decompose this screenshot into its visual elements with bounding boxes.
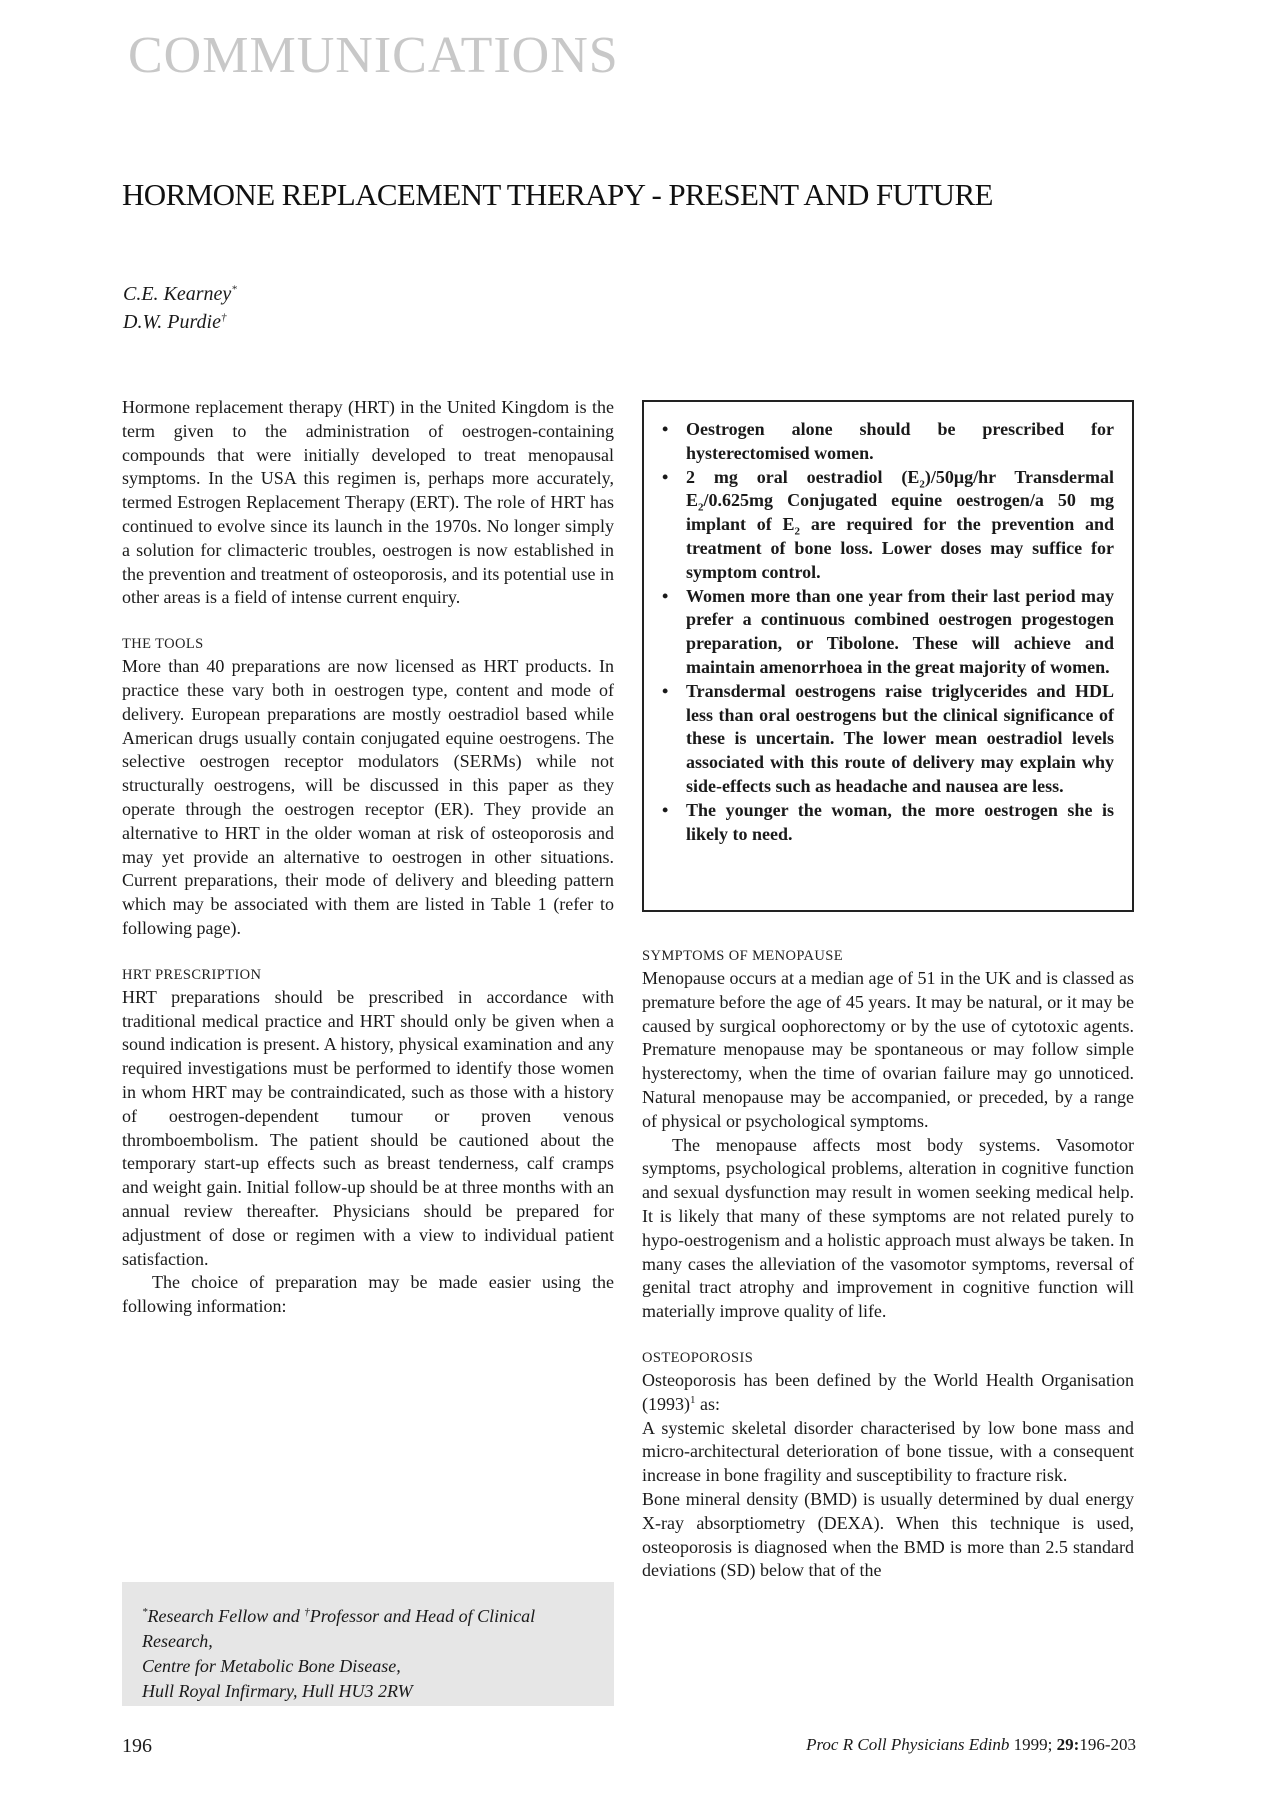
key-point-text: 2 mg oral oestradiol (E xyxy=(686,466,920,487)
reference-mark: 1 xyxy=(690,1393,696,1406)
author-1 xyxy=(123,280,237,308)
section-heading-symptoms: SYMPTOMS OF MENOPAUSE xyxy=(642,948,843,964)
key-points-list xyxy=(660,418,1114,846)
subscript: 2 xyxy=(794,525,801,538)
key-point-text: /0.625mg Conjugated equine oestrogen/a 50 mg implant of E xyxy=(686,490,1114,535)
left-column xyxy=(122,396,614,1319)
symptoms-paragraph: Menopause occurs at a median age of 51 in the UK and is classed as premature before the age of 45 years. It may be natural, or it may be caused by surgical oophorectomy or by the use of cytotoxic agents. Premature menopause may be spontaneous or may follow simple hysterectomy, when the time of ovarian failure may go unnoticed. Natural menopause may be accompanied, or preceded, by a range of physical or psychological symptoms. xyxy=(642,968,1134,1131)
citation-journal: Proc R Coll Physicians Edinb xyxy=(806,1735,1010,1754)
author-affiliation-mark: * xyxy=(231,283,237,296)
key-point-item xyxy=(660,680,1114,799)
author-name: D.W. Purdie xyxy=(123,311,221,333)
bullet-icon: • xyxy=(662,799,669,820)
key-point-item xyxy=(660,799,1114,847)
footnote-text: Research Fellow and xyxy=(147,1606,305,1626)
key-point-text: )/50μg/hr Transdermal E xyxy=(686,466,1114,511)
key-point-text: Women more than one year from their last period may prefer a continuous combined oestrogen progestogen preparation, or Tibolone. These will achieve and maintain amenorrhoea in the great majority of women. xyxy=(686,585,1114,677)
choice-paragraph: The choice of preparation may be made easier using the following information: xyxy=(122,1272,614,1317)
footnote-text: Professor and Head of Clinical Research, xyxy=(142,1606,536,1651)
who-definition-quote: A systemic skeletal disorder characterised by low bone mass and micro-architectural deterioration of bone tissue, with a consequent increase in bone fragility and susceptibility to fracture risk. xyxy=(642,1417,1134,1486)
citation-year: 1999; xyxy=(1009,1735,1057,1754)
osteoporosis-paragraph xyxy=(642,1369,1134,1417)
affiliation-mark: * xyxy=(142,1606,148,1618)
citation-volume: 29: xyxy=(1056,1735,1080,1754)
bullet-icon: • xyxy=(662,680,669,701)
key-points-box xyxy=(642,400,1134,912)
symptoms-paragraph-2: The menopause affects most body systems. Vasomotor symptoms, psychological problems, alteration in cognitive function and sexual dysfunction may result in women seeking medical help. It is likely that many of these symptoms are not related purely to hypo-oestrogenism and a holistic approach must always be taken. In many cases the alleviation of the vasomotor symptoms, reversal of genital tract atrophy and improvement in cognitive function will materially improve quality of life. xyxy=(642,1134,1134,1322)
page-number: 196 xyxy=(122,1735,152,1757)
key-point-item xyxy=(660,418,1114,466)
key-point-text: are required for the prevention and treatment of bone loss. Lower doses may suffice for symptom control. xyxy=(686,514,1114,582)
key-point-text: Oestrogen alone should be prescribed for hysterectomised women. xyxy=(686,419,1114,463)
author-2 xyxy=(123,308,237,336)
footnote-line-3: Hull Royal Infirmary, Hull HU3 2RW xyxy=(142,1681,413,1701)
footnote-line-2: Centre for Metabolic Bone Disease, xyxy=(142,1656,401,1676)
prescription-paragraph: HRT preparations should be prescribed in accordance with traditional medical practice and HRT should only be given when a sound indication is present. A history, physical examination and any required investigations must be performed to identify those women in whom HRT may be contraindicated, such as those with a history of oestrogen-dependent tumour or proven venous thromboembolism. The patient should be cautioned about the temporary start-up effects such as breast tenderness, calf cramps and weight gain. Initial follow-up should be at three months with an annual review thereafter. Physicians should be prepared for adjustment of dose or regimen with a view to individual patient satisfaction. xyxy=(122,986,614,1269)
key-point-text: The younger the woman, the more oestrogen she is likely to need. xyxy=(686,799,1114,844)
osteoporosis-text: Osteoporosis has been defined by the World Health Organisation (1993) xyxy=(642,1369,1134,1414)
section-heading-prescription: HRT PRESCRIPTION xyxy=(122,966,262,983)
author-name: C.E. Kearney xyxy=(123,283,232,305)
key-point-text: Transdermal oestrogens raise triglycerides and HDL less than oral oestrogens but the clinical significance of these is uncertain. The lower mean oestradiol levels associated with this route of delivery may explain why side-effects such as headache and nausea are less. xyxy=(686,680,1114,796)
section-heading-osteoporosis: OSTEOPOROSIS xyxy=(642,1349,754,1366)
citation-pages: 196-203 xyxy=(1079,1735,1136,1754)
bmd-paragraph: Bone mineral density (BMD) is usually determined by dual energy X-ray absorptiometry (DEXA). When this technique is used, osteoporosis is diagnosed when the BMD is more than 2.5 standard deviations (SD) below that of the xyxy=(642,1488,1134,1581)
journal-citation xyxy=(786,1735,1136,1755)
bullet-icon: • xyxy=(662,466,669,487)
osteoporosis-text: as: xyxy=(695,1393,720,1414)
author-list xyxy=(123,280,237,336)
article-title: HORMONE REPLACEMENT THERAPY - PRESENT AND FUTURE xyxy=(122,177,993,212)
tools-paragraph: More than 40 preparations are now licensed as HRT products. In practice these vary both in oestrogen type, content and mode of delivery. European preparations are mostly oestradiol based while American drugs usually contain conjugated equine oestrogens. The selective oestrogen receptor modulators (SERMs) while not structurally oestrogens, will be discussed in this paper as they operate through the oestrogen receptor (ER). They provide an alternative to HRT in the older woman at risk of osteoporosis and may yet provide an alternative to oestrogen in other situations. Current preparations, their mode of delivery and bleeding pattern which may be associated with them are listed in Table 1 (refer to following page). xyxy=(122,656,614,938)
intro-paragraph: Hormone replacement therapy (HRT) in the United Kingdom is the term given to the administration of oestrogen-containing compounds that were initially developed to treat menopausal symptoms. In the USA this regimen is, perhaps more accurately, termed Estrogen Replacement Therapy (ERT). The role of HRT has continued to evolve since its launch in the 1970s. No longer simply a solution for climacteric troubles, oestrogen is now established in the prevention and treatment of osteoporosis, and its potential use in other areas is a field of intense current enquiry. xyxy=(122,397,614,608)
subscript: 2 xyxy=(919,478,925,491)
section-header: COMMUNICATIONS xyxy=(128,27,619,84)
section-heading-tools: THE TOOLS xyxy=(122,636,204,653)
key-point-item xyxy=(660,585,1114,680)
key-point-item xyxy=(660,466,1114,585)
affiliation-mark: † xyxy=(304,1606,310,1618)
bullet-icon: • xyxy=(662,585,669,606)
right-column xyxy=(642,946,1134,1583)
bullet-icon: • xyxy=(662,419,669,439)
subscript: 2 xyxy=(698,501,704,514)
footnote-line-1 xyxy=(142,1604,594,1654)
author-affiliation-footnote xyxy=(122,1582,614,1706)
author-affiliation-mark: † xyxy=(220,311,227,324)
